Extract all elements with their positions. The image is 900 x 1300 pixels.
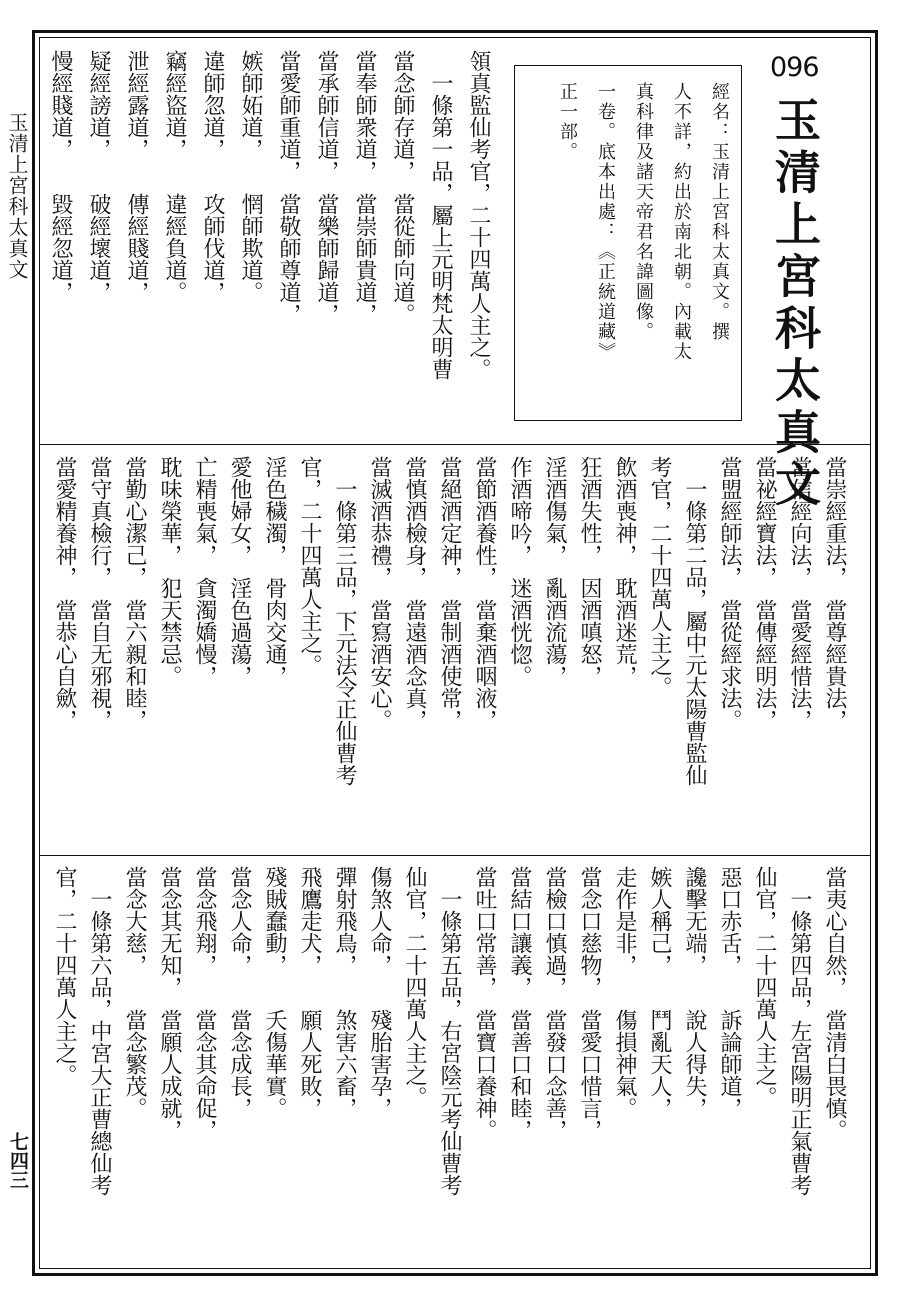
text-column: 淫酒傷氣， 亂酒流蕩， bbox=[542, 456, 567, 687]
text-column: 當吐口常善， 當寶口養神。 bbox=[472, 866, 497, 1141]
text-column: 嫉人稱己， 鬥亂天人， bbox=[647, 866, 672, 1119]
text-column: 當滅酒恭禮， 當寫酒安心。 bbox=[367, 456, 392, 731]
text-column: 泄經露道， 傳經賤道， bbox=[124, 50, 149, 303]
text-column: 當承師信道， 當樂師歸道， bbox=[314, 50, 339, 325]
text-column: 當愛師重道， 當敬師尊道， bbox=[276, 50, 301, 325]
text-column: 一條第五品，右宮陰元考仙曹考 bbox=[437, 866, 462, 1196]
text-column: 當奉師衆道， 當崇師貴道， bbox=[352, 50, 377, 325]
text-column: 考官，二十四萬人主之。 bbox=[647, 456, 672, 698]
page-number: 七四三 bbox=[7, 1132, 29, 1189]
text-column: 當夷心自然， 當清白畏慎。 bbox=[822, 866, 847, 1141]
text-column: 領真監仙考官，二十四萬人主之。 bbox=[466, 50, 491, 380]
text-column: 讒擊无端， 說人得失， bbox=[682, 866, 707, 1119]
info-box bbox=[514, 65, 742, 421]
text-column: 當勤心潔己， 當六親和睦， bbox=[122, 456, 147, 731]
text-column: 當檢口慎過， 當發口念善， bbox=[542, 866, 567, 1141]
text-column: 愛他婦女， 淫色過蕩， bbox=[227, 456, 252, 687]
text-column: 當念飛翔， 當念其命促， bbox=[192, 866, 217, 1141]
text-column: 走作是非， 傷損神氣。 bbox=[612, 866, 637, 1119]
document-title: 玉清上宮科太真文 bbox=[768, 96, 822, 512]
side-title: 玉清上宮科太真文 bbox=[5, 112, 29, 280]
text-column: 一條第一品，屬上元明梵太明曹 bbox=[428, 50, 453, 380]
text-column: 當崇經重法， 當尊經貴法， bbox=[822, 456, 847, 731]
text-column: 傷煞人命， 殘胎害孕， bbox=[367, 866, 392, 1119]
text-column: 疑經謗道， 破經壞道， bbox=[86, 50, 111, 303]
info-line: 經名：玉清上宮科太真文。撰 bbox=[709, 82, 730, 342]
info-line: 正一部。 bbox=[557, 82, 578, 162]
text-column: 官，二十四萬人主之。 bbox=[297, 456, 322, 676]
text-column: 一條第四品，左宮陽明正氣曹考 bbox=[787, 866, 812, 1196]
text-column: 當祕經寶法， 當傳經明法， bbox=[752, 456, 777, 731]
text-column: 當守真檢行， 當自无邪視， bbox=[87, 456, 112, 731]
text-column: 當盟經師法， 當從經求法。 bbox=[717, 456, 742, 731]
text-column: 飛鷹走犬， 願人死敗， bbox=[297, 866, 322, 1119]
text-column: 當絕酒定神， 當制酒使常， bbox=[437, 456, 462, 731]
text-column: 當結口讓義， 當善口和睦， bbox=[507, 866, 532, 1141]
section-divider-1 bbox=[39, 444, 871, 445]
text-column: 當愛精養神， 當恭心自歛， bbox=[52, 456, 77, 731]
document-number: 096 bbox=[770, 52, 819, 83]
section-divider-2 bbox=[39, 855, 871, 856]
text-column: 仙官，二十四萬人主之。 bbox=[752, 866, 777, 1108]
info-line: 真科律及諸天帝君名諱圖像。 bbox=[633, 82, 654, 342]
text-column: 竊經盜道， 違經負道。 bbox=[162, 50, 187, 303]
text-column: 違師忽道， 攻師伐道， bbox=[200, 50, 225, 303]
text-column: 一條第三品，下元法令正仙曹考 bbox=[332, 456, 357, 786]
text-column: 仙官，二十四萬人主之。 bbox=[402, 866, 427, 1108]
text-column: 當信經向法， 當愛經惜法， bbox=[787, 456, 812, 731]
text-column: 當念大慈， 當念繁茂。 bbox=[122, 866, 147, 1119]
text-column: 淫色穢濁， 骨肉交通， bbox=[262, 456, 287, 687]
text-column: 彈射飛鳥， 煞害六畜， bbox=[332, 866, 357, 1119]
text-column: 慢經賤道， 毀經忽道， bbox=[48, 50, 73, 303]
text-column: 當念其无知， 當願人成就， bbox=[157, 866, 182, 1141]
text-column: 當節酒養性， 當棄酒咽液， bbox=[472, 456, 497, 731]
text-column: 飲酒喪神， 耽酒迷荒， bbox=[612, 456, 637, 687]
text-column: 惡口赤舌， 訴論師道， bbox=[717, 866, 742, 1119]
text-column: 當慎酒檢身， 當遠酒念真， bbox=[402, 456, 427, 731]
text-column: 當念口慈物， 當愛口惜言， bbox=[577, 866, 602, 1141]
text-column: 狂酒失性， 因酒嗔怒， bbox=[577, 456, 602, 687]
text-column: 耽味榮華， 犯天禁忌。 bbox=[157, 456, 182, 687]
text-column: 一條第六品，中宮大正曹總仙考 bbox=[87, 866, 112, 1196]
text-column: 亡精喪氣， 貪濁嬌慢， bbox=[192, 456, 217, 687]
info-line: 人不詳，約出於南北朝。內載太 bbox=[671, 82, 692, 362]
text-column: 作酒啼吟， 迷酒恍惚。 bbox=[507, 456, 532, 687]
text-column: 殘賊蠢動， 夭傷華實。 bbox=[262, 866, 287, 1119]
text-column: 當念人命， 當念成長， bbox=[227, 866, 252, 1119]
info-line: 一卷。底本出處：《正統道藏》 bbox=[595, 82, 616, 362]
text-column: 嫉師妬道， 惘師欺道。 bbox=[238, 50, 263, 303]
text-column: 當念師存道， 當從師向道。 bbox=[390, 50, 415, 325]
text-column: 一條第二品，屬中元太陽曹監仙 bbox=[682, 456, 707, 786]
text-column: 官，二十四萬人主之。 bbox=[52, 866, 77, 1086]
